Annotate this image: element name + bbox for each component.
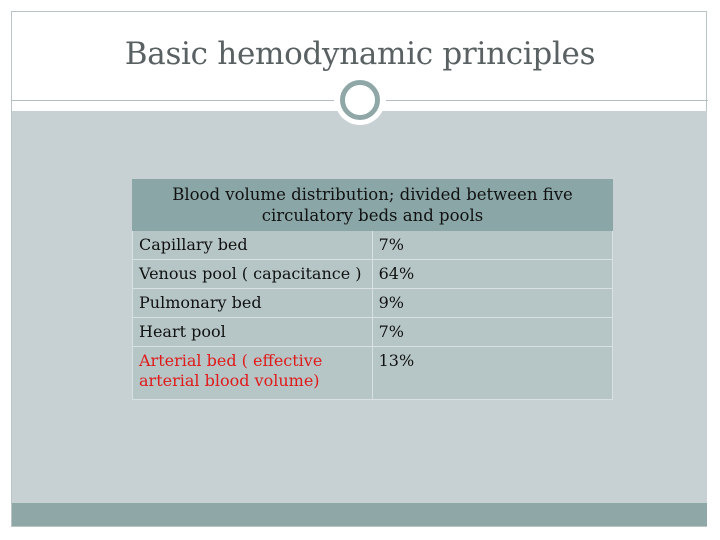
row-value: 13%: [372, 347, 612, 400]
table-row: [133, 231, 613, 260]
row-label-highlight: Arterial bed ( effective arterial blood volume): [133, 347, 373, 400]
table-header-row: [133, 180, 613, 231]
table-row: [133, 260, 613, 289]
row-label: Venous pool ( capacitance ): [133, 260, 373, 289]
row-value: 64%: [372, 260, 612, 289]
row-value: 7%: [372, 318, 612, 347]
slide-title: Basic hemodynamic principles: [124, 36, 596, 72]
table-row: [133, 318, 613, 347]
row-value: 7%: [372, 231, 612, 260]
circle-ornament-icon: [335, 75, 385, 125]
table-row: [133, 347, 613, 400]
row-value: 9%: [372, 289, 612, 318]
row-label: Heart pool: [133, 318, 373, 347]
table-row: [133, 289, 613, 318]
title-divider-left: [12, 100, 334, 101]
footer-band: [12, 503, 707, 526]
row-label: Capillary bed: [133, 231, 373, 260]
table-header: Blood volume distribution; divided between five circulatory beds and pools: [133, 180, 613, 231]
title-divider-right: [386, 100, 708, 101]
row-label: Pulmonary bed: [133, 289, 373, 318]
blood-volume-table: [132, 179, 613, 400]
ring-icon: [340, 80, 380, 120]
